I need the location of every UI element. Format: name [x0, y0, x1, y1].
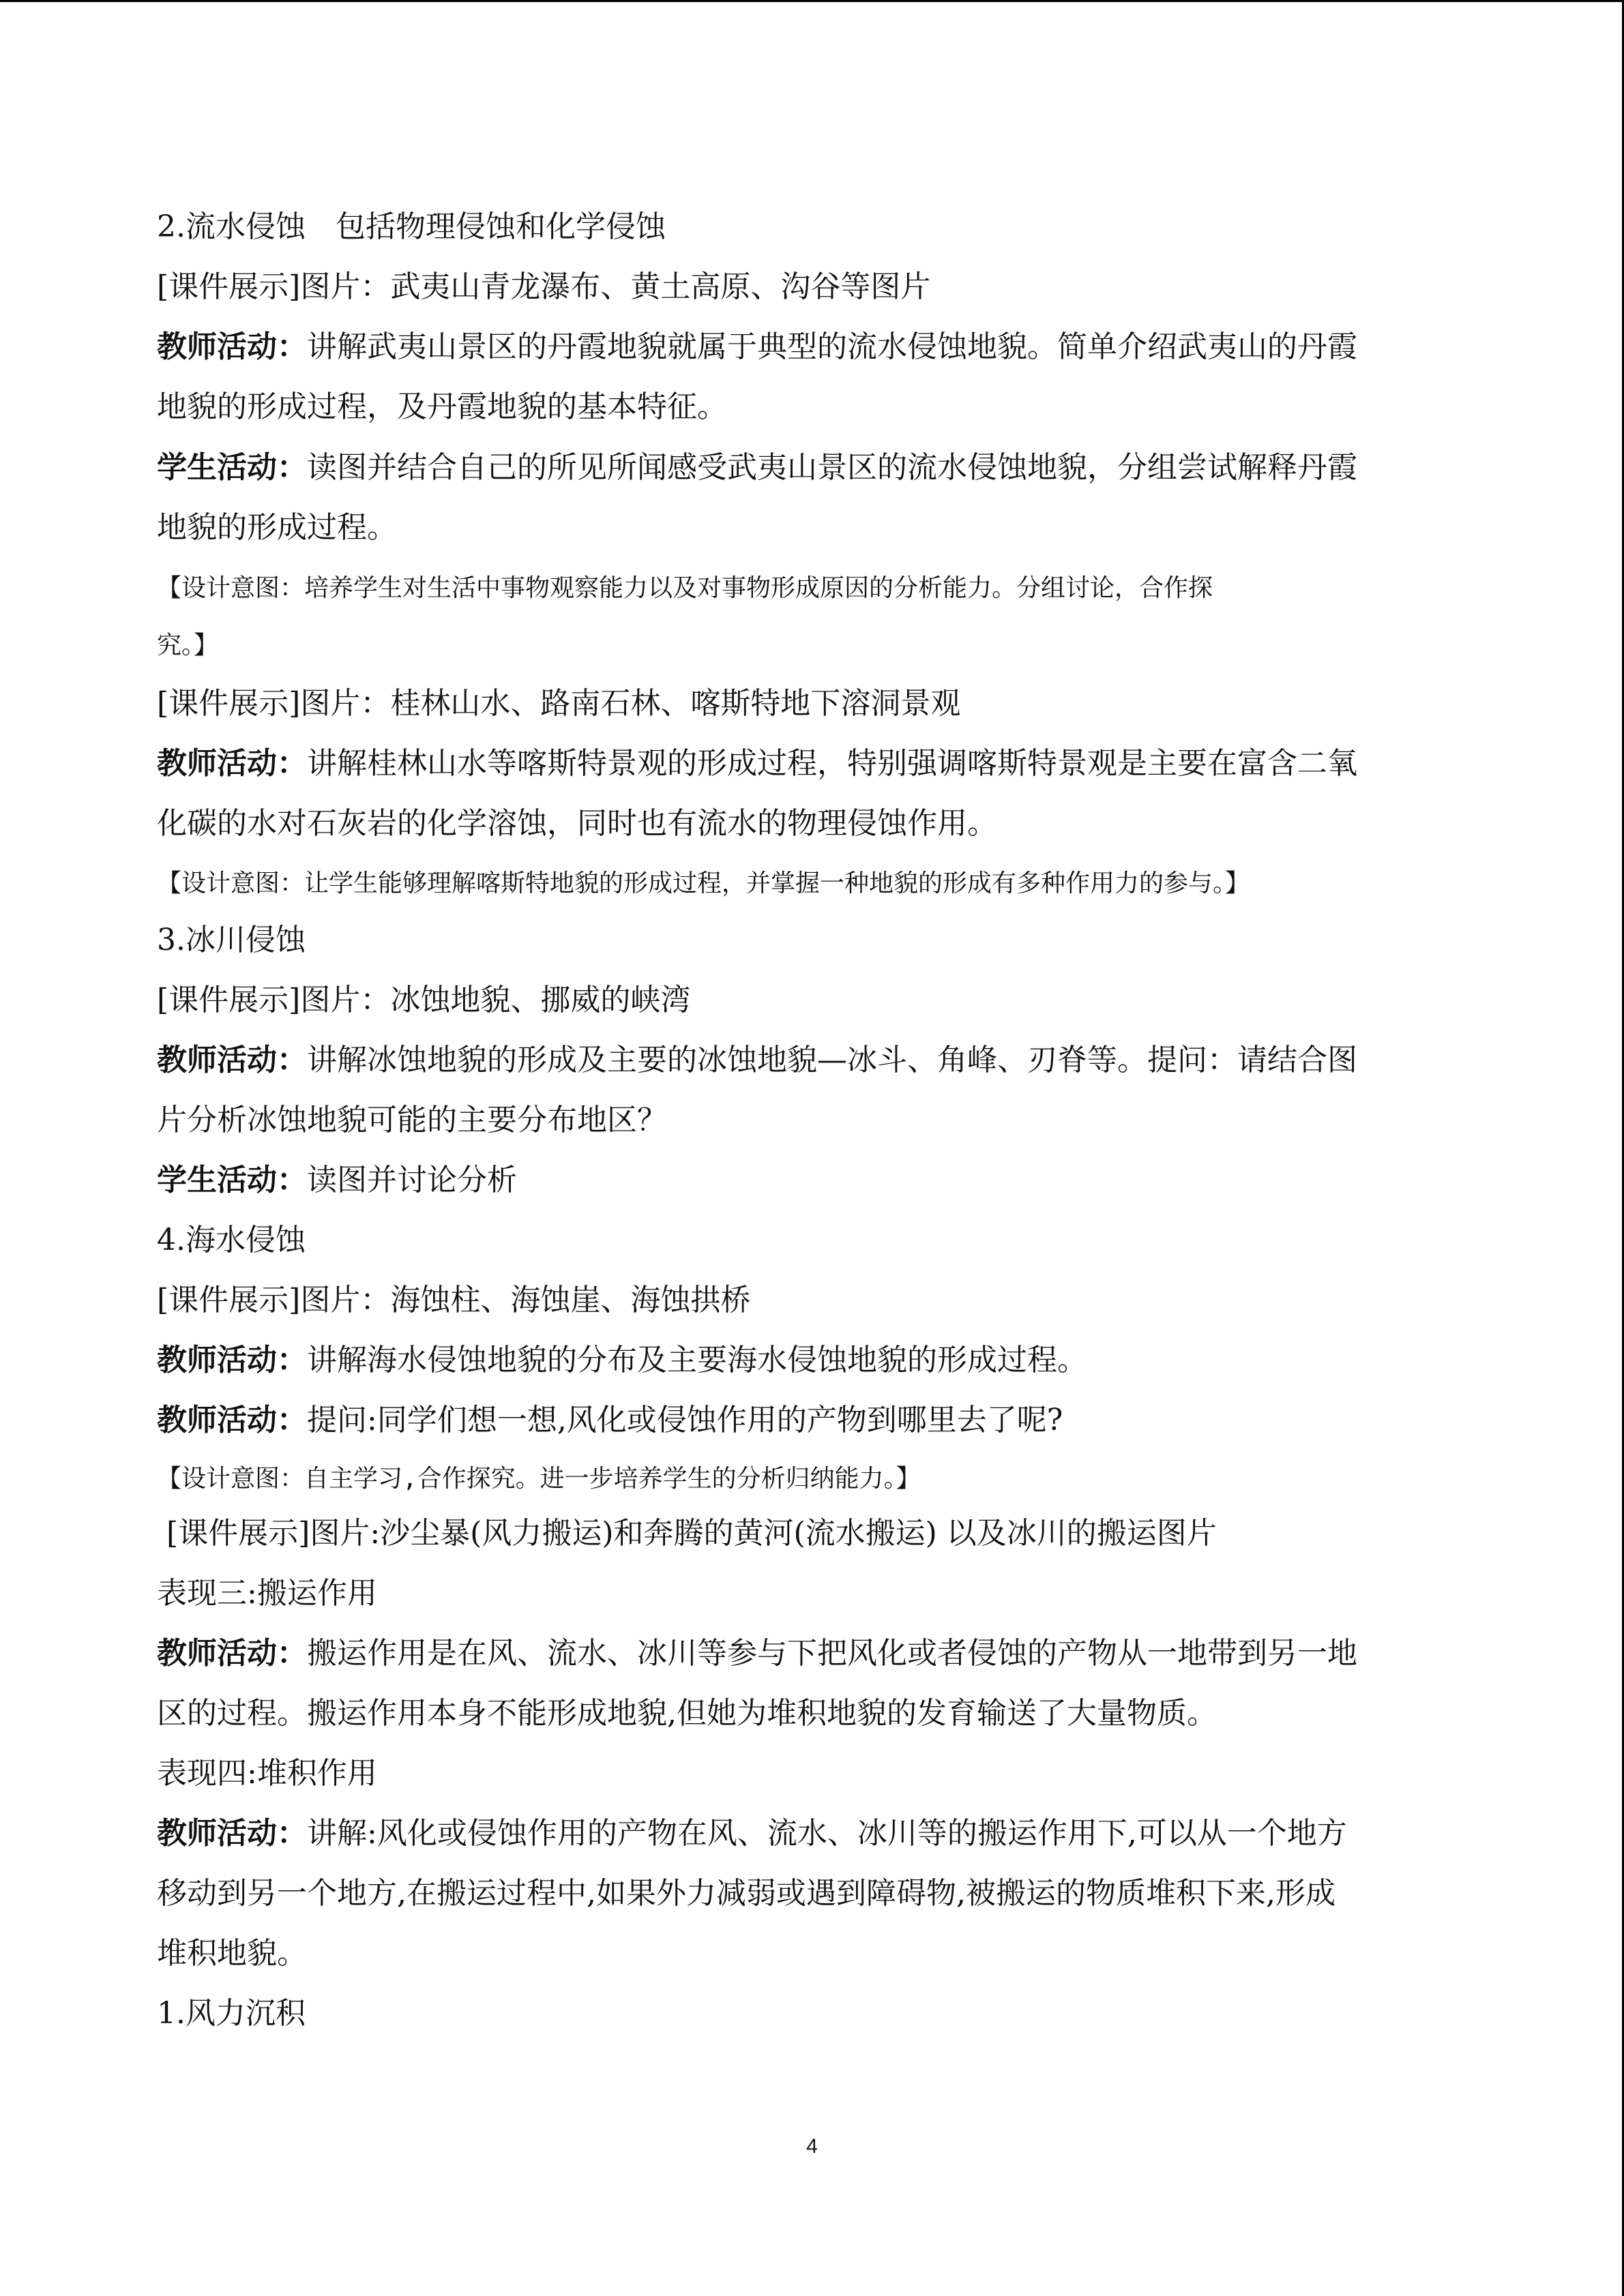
teacher-activity-paragraph: 教师活动：提问:同学们想一想,风化或侵蚀作用的产物到哪里去了呢?: [157, 1403, 1063, 1437]
page-number: 4: [806, 2135, 818, 2158]
paragraph-line: 区的过程。搬运作用本身不能形成地貌,但她为堆积地貌的发育输送了大量物质。: [157, 1696, 1217, 1731]
heading-transport: 表现三:搬运作用: [157, 1576, 377, 1611]
paragraph-line: 地貌的形成过程。: [157, 510, 397, 545]
courseware-display-line: [课件展示]图片：桂林山水、路南石林、喀斯特地下溶洞景观: [157, 686, 961, 721]
student-activity-paragraph: 学生活动：读图并讨论分析: [157, 1163, 517, 1197]
paragraph-line: 地貌的形成过程，及丹霞地貌的基本特征。: [157, 389, 727, 424]
teacher-activity-paragraph: 教师活动：讲解武夷山景区的丹霞地貌就属于典型的流水侵蚀地貌。简单介绍武夷山的丹霞: [157, 329, 1357, 364]
heading-glacial-erosion: 3.冰川侵蚀: [157, 923, 306, 957]
courseware-display-line: [课件展示]图片：冰蚀地貌、挪威的峡湾: [157, 983, 691, 1017]
courseware-display-line: [课件展示]图片:沙尘暴(风力搬运)和奔腾的黄河(流水搬运) 以及冰川的搬运图片: [166, 1516, 1217, 1551]
courseware-display-line: [课件展示]图片：武夷山青龙瀑布、黄土高原、沟谷等图片: [157, 269, 931, 304]
paragraph-line: 片分析冰蚀地貌可能的主要分布地区？: [157, 1103, 667, 1137]
heading-sea-erosion: 4.海水侵蚀: [157, 1223, 306, 1257]
teacher-activity-paragraph: 教师活动：讲解海水侵蚀地貌的分布及主要海水侵蚀地貌的形成过程。: [157, 1343, 1087, 1377]
paragraph-line: 移动到另一个地方,在搬运过程中,如果外力减弱或遇到障碍物,被搬运的物质堆积下来,形成: [157, 1876, 1335, 1911]
paragraph-line: 堆积地貌。: [157, 1936, 307, 1971]
design-intent-note-end: 究。】: [157, 631, 219, 659]
student-activity-paragraph: 学生活动：读图并结合自己的所见所闻感受武夷山景区的流水侵蚀地貌，分组尝试解释丹霞: [157, 450, 1357, 485]
design-intent-note: 【设计意图：让学生能够理解喀斯特地貌的形成过程，并掌握一种地貌的形成有多种作用力的参与。】: [157, 869, 1250, 897]
teacher-activity-paragraph: 教师活动：搬运作用是在风、流水、冰川等参与下把风化或者侵蚀的产物从一地带到另一地: [157, 1636, 1357, 1671]
heading-flowing-water-erosion: 2.流水侵蚀 包括物理侵蚀和化学侵蚀: [157, 209, 666, 244]
teacher-activity-label: 教师活动：: [157, 1043, 307, 1077]
design-intent-note: 【设计意图：培养学生对生活中事物观察能力以及对事物形成原因的分析能力。分组讨论，合作探: [157, 574, 1213, 602]
teacher-activity-paragraph: 教师活动：讲解冰蚀地貌的形成及主要的冰蚀地貌—冰斗、角峰、刃脊等。提问：请结合图: [157, 1043, 1357, 1077]
teacher-activity-label: 教师活动：: [157, 1403, 307, 1437]
student-activity-label: 学生活动：: [157, 1163, 307, 1197]
teacher-activity-paragraph: 教师活动：讲解桂林山水等喀斯特景观的形成过程，特别强调喀斯特景观是主要在富含二氧: [157, 746, 1357, 781]
student-activity-label: 学生活动：: [157, 450, 307, 485]
teacher-activity-label: 教师活动：: [157, 1636, 307, 1671]
design-intent-note: 【设计意图：自主学习,合作探究。进一步培养学生的分析归纳能力。】: [157, 1465, 921, 1493]
teacher-activity-label: 教师活动：: [157, 1816, 307, 1851]
teacher-activity-paragraph: 教师活动：讲解:风化或侵蚀作用的产物在风、流水、冰川等的搬运作用下,可以从一个地方: [157, 1816, 1347, 1851]
courseware-display-line: [课件展示]图片：海蚀柱、海蚀崖、海蚀拱桥: [157, 1283, 751, 1317]
heading-wind-deposition: 1.风力沉积: [157, 1996, 306, 2031]
paragraph-line: 化碳的水对石灰岩的化学溶蚀，同时也有流水的物理侵蚀作用。: [157, 806, 997, 841]
teacher-activity-label: 教师活动：: [157, 329, 307, 364]
teacher-activity-label: 教师活动：: [157, 746, 307, 781]
heading-deposition: 表现四:堆积作用: [157, 1756, 377, 1791]
teacher-activity-label: 教师活动：: [157, 1343, 307, 1377]
